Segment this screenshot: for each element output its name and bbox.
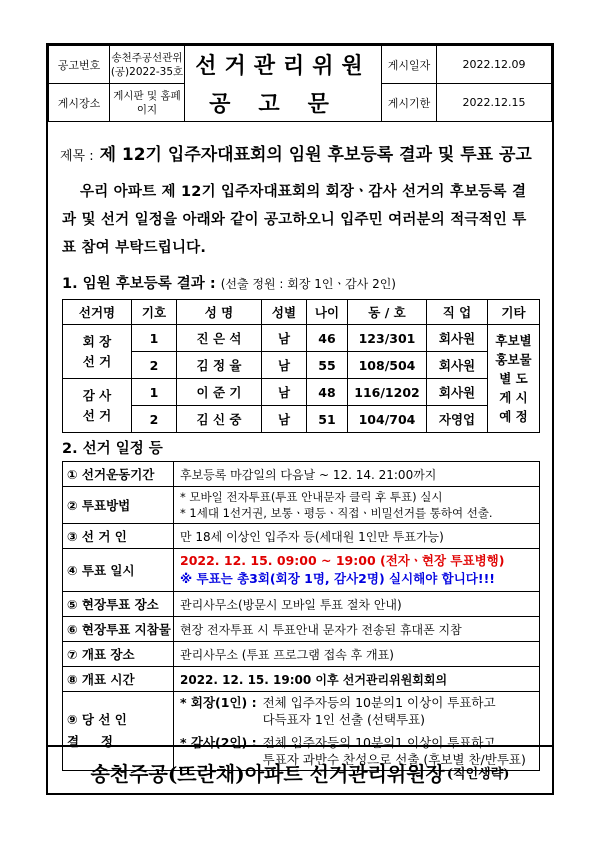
table-row — [63, 462, 540, 487]
table-row — [63, 524, 540, 549]
place: 게시판 및 홈페이지 — [110, 84, 185, 122]
cell-name: 김 신 중 — [177, 406, 262, 433]
cell-name: 진 은 석 — [177, 325, 262, 352]
table-row — [63, 406, 540, 433]
schedule-key: ⑦ 개표 장소 — [63, 642, 174, 667]
schedule-value: 만 18세 이상인 입주자 등(세대원 1인만 투표가능) — [174, 524, 540, 549]
cell-age: 48 — [307, 379, 348, 406]
elect-line: 다득표자 1인 선출 (선택투표) — [262, 712, 426, 727]
cell-age: 51 — [307, 406, 348, 433]
subject — [60, 140, 540, 165]
schedule-value: 2022. 12. 15. 19:00 이후 선거관리위원회회의 — [174, 667, 540, 692]
schedule-key: ⑧ 개표 시간 — [63, 667, 174, 692]
candidate-table-header — [63, 300, 540, 325]
elect-rule-president — [180, 694, 539, 728]
table-row — [63, 487, 540, 524]
subject-label: 제목 : — [60, 149, 94, 164]
elect-line: 전체 입주자등의 10분의1 이상이 투표하고 — [262, 735, 496, 750]
cell-sex: 남 — [262, 379, 307, 406]
section1-heading — [62, 272, 396, 293]
table-row — [63, 379, 540, 406]
cell-name: 김 정 율 — [177, 352, 262, 379]
col-header: 나이 — [307, 300, 348, 325]
vote-method-line2: * 1세대 1선거권, 보통ㆍ평등ㆍ직접ㆍ비밀선거를 통하여 선출. — [180, 506, 493, 520]
schedule-key: ⑥ 현장투표 지참물 — [63, 617, 174, 642]
cell-no: 2 — [132, 352, 177, 379]
cell-no: 1 — [132, 325, 177, 352]
cell-unit: 116/1202 — [348, 379, 427, 406]
table-row — [63, 352, 540, 379]
vote-datetime: 2022. 12. 15. 09:00 ~ 19:00 (전자ㆍ현장 투표병행) — [180, 553, 505, 568]
col-header: 선거명 — [63, 300, 132, 325]
section1-note: (선출 정원 : 회장 1인ㆍ감사 2인) — [220, 277, 396, 291]
elect-label: * 회장(1인) : — [180, 695, 257, 710]
schedule-key: ⑤ 현장투표 장소 — [63, 592, 174, 617]
elect-line: 전체 입주자등의 10분의1 이상이 투표하고 — [262, 695, 496, 710]
cell-age: 55 — [307, 352, 348, 379]
schedule-table — [62, 461, 540, 771]
cell-sex: 남 — [262, 325, 307, 352]
cell-name: 이 준 기 — [177, 379, 262, 406]
cell-no: 1 — [132, 379, 177, 406]
schedule-value: 후보등록 마감일의 다음날 ~ 12. 14. 21:00까지 — [174, 462, 540, 487]
notice-no-label: 공고번호 — [49, 46, 110, 84]
col-header: 성별 — [262, 300, 307, 325]
cell-job: 회사원 — [427, 352, 488, 379]
schedule-value: 현장 전자투표 시 투표안내 문자가 전송된 휴대폰 지참 — [174, 617, 540, 642]
footer-signature — [46, 745, 554, 797]
footer-main: 송천주공(뜨란채)아파트 선거관리위원장 — [90, 761, 445, 786]
schedule-value: 관리사무소(방문시 모바일 투표 절차 안내) — [174, 592, 540, 617]
cell-unit: 108/504 — [348, 352, 427, 379]
section2-title: 2. 선거 일정 등 — [62, 441, 163, 457]
col-header: 성 명 — [177, 300, 262, 325]
cell-job: 회사원 — [427, 379, 488, 406]
schedule-key: ① 선거운동기간 — [63, 462, 174, 487]
subject-text: 제 12기 입주자대표회의 임원 후보등록 결과 및 투표 공고 — [99, 145, 532, 165]
title-bottom: 공고문 — [185, 84, 382, 122]
cell-sex: 남 — [262, 352, 307, 379]
place-label: 게시장소 — [49, 84, 110, 122]
schedule-key: ④ 투표 일시 — [63, 549, 174, 592]
col-header: 기호 — [132, 300, 177, 325]
group-president: 회 장 선 거 — [63, 325, 132, 379]
elect-text — [257, 694, 496, 728]
table-row — [63, 592, 540, 617]
cell-age: 46 — [307, 325, 348, 352]
schedule-value — [174, 549, 540, 592]
notice-no: 송천주공선관위 (공)2022-35호 — [110, 46, 185, 84]
period: 2022.12.15 — [437, 84, 552, 122]
table-row — [63, 325, 540, 352]
col-header: 직 업 — [427, 300, 488, 325]
cell-no: 2 — [132, 406, 177, 433]
schedule-key: ⑨ 당 선 인 결 정 — [63, 692, 174, 771]
elect-label: * 감사(2인) : — [180, 735, 257, 750]
table-row — [63, 667, 540, 692]
cell-sex: 남 — [262, 406, 307, 433]
cell-unit: 104/704 — [348, 406, 427, 433]
intro-paragraph: 우리 아파트 제 12기 입주자대표회의 회장ㆍ감사 선거의 후보등록 결과 및 선거 일정을 아래와 같이 공고하오니 입주민 여러분의 적극적인 투표 참여 부탁드립니다. — [62, 184, 527, 256]
cell-job: 자영업 — [427, 406, 488, 433]
elect-line: 투표자 과반수 찬성으로 선출 (후보별 찬/반투표) — [262, 752, 526, 767]
period-label: 게시기한 — [382, 84, 437, 122]
schedule-key: ② 투표방법 — [63, 487, 174, 524]
vote-count-warning: ※ 투표는 총3회(회장 1명, 감사2명) 실시해야 합니다!!! — [180, 571, 495, 586]
title-top: 선거관리위원 — [185, 46, 382, 84]
schedule-value: 관리사무소 (투표 프로그램 접속 후 개표) — [174, 642, 540, 667]
post-date: 2022.12.09 — [437, 46, 552, 84]
col-header: 동 / 호 — [348, 300, 427, 325]
schedule-value — [174, 487, 540, 524]
table-row — [63, 642, 540, 667]
cell-etc: 후보별 홍보물 별 도 게 시 예 정 — [488, 325, 540, 433]
schedule-key: ③ 선 거 인 — [63, 524, 174, 549]
cell-unit: 123/301 — [348, 325, 427, 352]
section1-title: 1. 임원 후보등록 결과 : — [62, 276, 216, 292]
post-date-label: 게시일자 — [382, 46, 437, 84]
notice-header-table — [48, 45, 552, 122]
footer-seal-note: (직인생략) — [446, 766, 510, 782]
vote-method-line1: * 모바일 전자투표(투표 안내문자 클릭 후 투표) 실시 — [180, 490, 443, 504]
table-row — [63, 617, 540, 642]
group-auditor: 감 사 선 거 — [63, 379, 132, 433]
col-header: 기타 — [488, 300, 540, 325]
candidate-table — [62, 299, 540, 433]
cell-job: 회사원 — [427, 325, 488, 352]
table-row — [63, 549, 540, 592]
